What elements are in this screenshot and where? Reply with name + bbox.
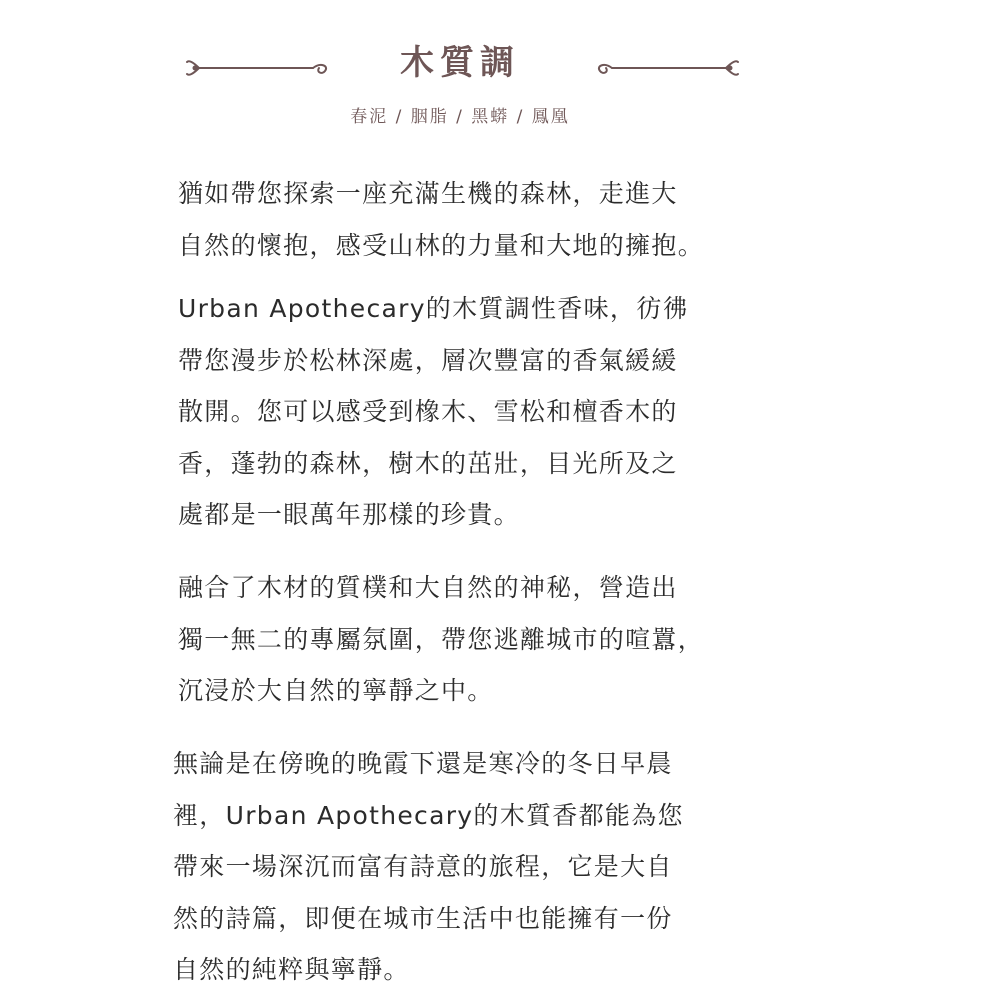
paragraph-line: Urban Apothecary的木質調性香味，彷彿	[178, 294, 689, 323]
paragraph-line: 融合了木材的質樸和大自然的神秘，營造出	[178, 573, 678, 602]
paragraph-line: 帶您漫步於松林深處，層次豐富的香氣緩緩	[178, 345, 678, 375]
paragraph-line: 沉浸於大自然的寧靜之中。	[178, 676, 494, 705]
paragraph-line: 猶如帶您探索一座充滿生機的森林，走進大	[178, 179, 678, 208]
paragraph-line: 處都是一眼萬年那樣的珍貴。	[178, 500, 520, 529]
paragraph-line: 香，蓬勃的森林，樹木的茁壯，目光所及之	[178, 448, 678, 478]
paragraph-1	[178, 168, 778, 271]
paragraph-line: 自然的純粹與寧靜。	[173, 955, 410, 984]
paragraph-4	[173, 738, 773, 996]
paragraph-line: 獨一無二的專屬氛圍，帶您逃離城市的喧囂，	[178, 624, 705, 654]
paragraph-line: 裡，Urban Apothecary的木質香都能為您	[173, 800, 684, 830]
paragraph-line: 無論是在傍晚的晚霞下還是寒冷的冬日早晨	[173, 749, 673, 778]
paragraph-line: 帶來一場深沉而富有詩意的旅程，它是大自	[173, 852, 673, 881]
flourish-divider-icon	[185, 50, 335, 86]
paragraph-line: 然的詩篇，即便在城市生活中也能擁有一份	[173, 903, 673, 933]
section-header	[0, 0, 1000, 140]
scent-names-subtitle: 春泥 / 胭脂 / 黑蟒 / 鳳凰	[350, 107, 570, 127]
paragraph-line: 自然的懷抱，感受山林的力量和大地的擁抱。	[178, 230, 705, 260]
paragraph-2	[178, 283, 778, 541]
paragraph-3	[178, 562, 778, 717]
page-title: 木質調	[400, 43, 520, 83]
flourish-divider-icon	[590, 50, 740, 86]
paragraph-line: 散開。您可以感受到橡木、雪松和檀香木的	[178, 397, 678, 426]
